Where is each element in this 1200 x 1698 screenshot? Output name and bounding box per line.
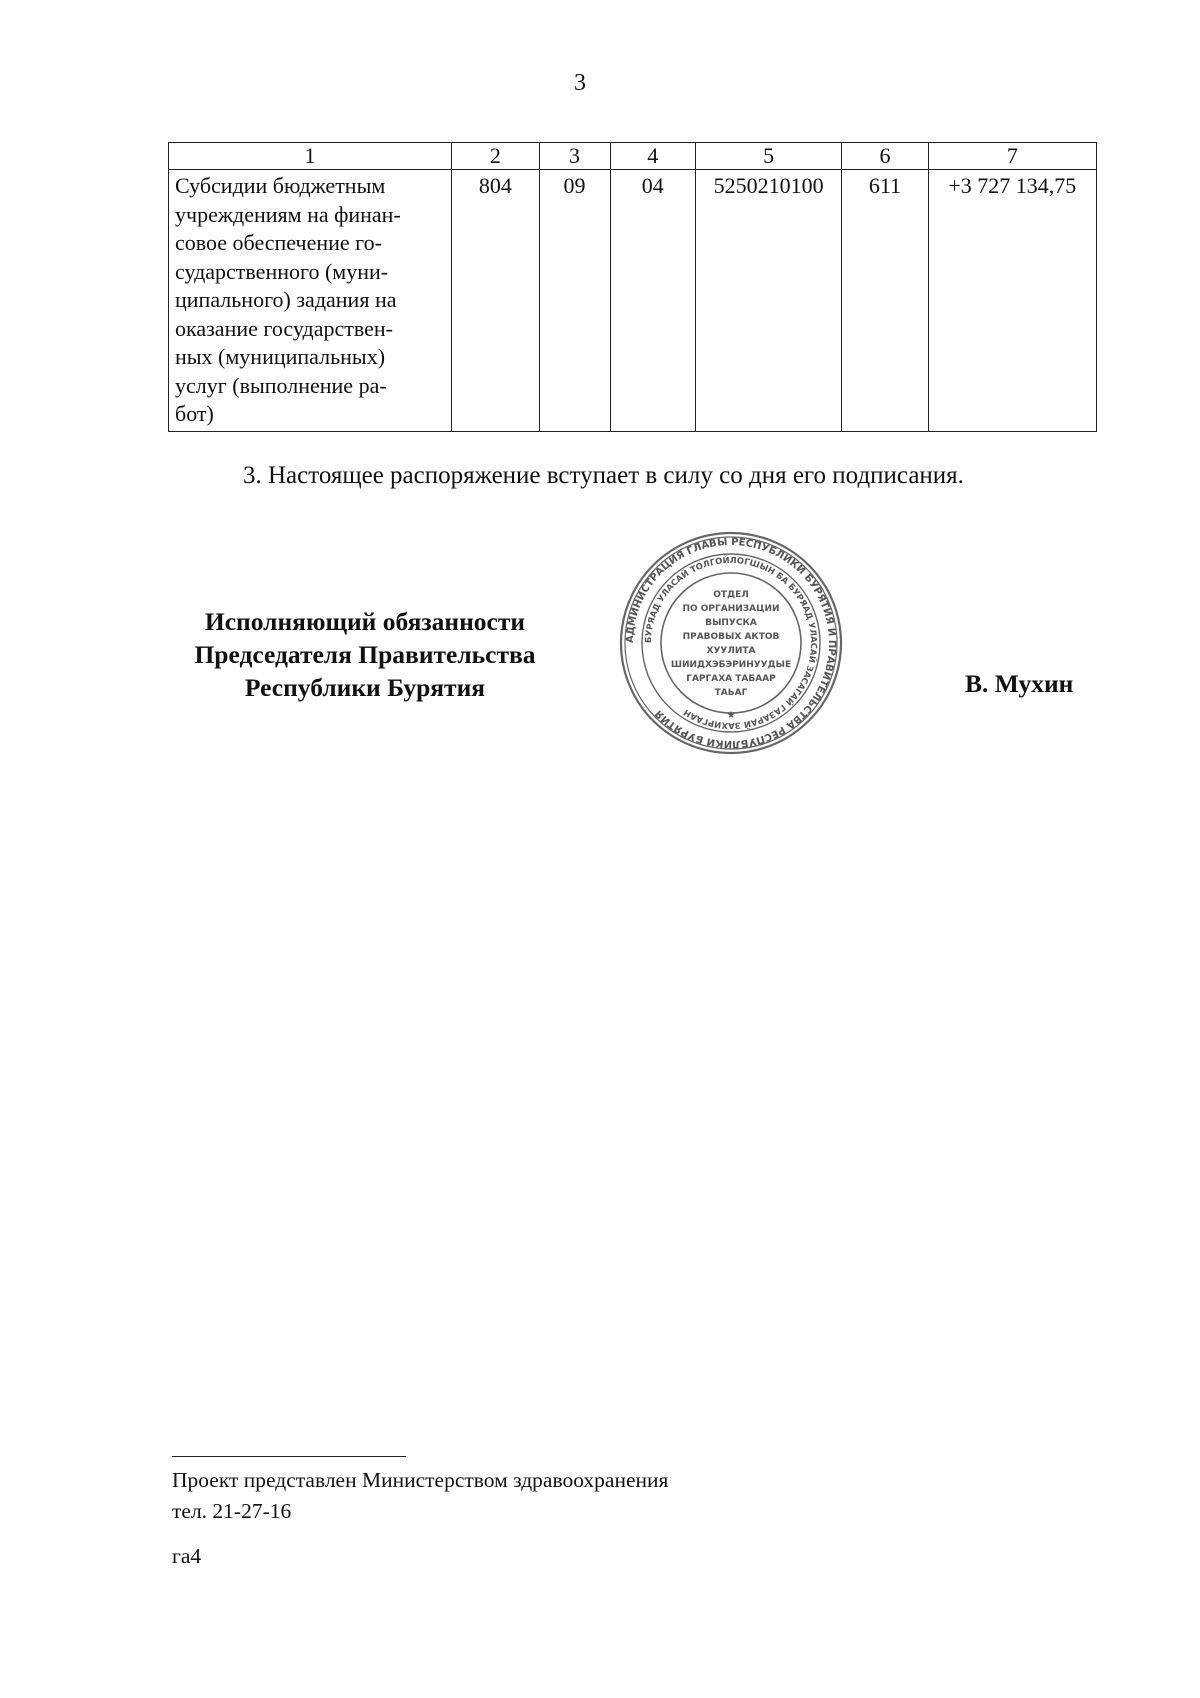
stamp-star-icon: ★ (726, 710, 736, 721)
signer-name: В. Мухин (965, 669, 1074, 698)
column-number: 1 (169, 143, 452, 170)
footnote-line: тел. 21-27-16 (172, 1499, 292, 1523)
description-line: ципального) задания на (175, 287, 397, 312)
page-number: 3 (574, 70, 586, 96)
subsection-code-cell: 04 (610, 170, 695, 432)
stamp-center-line: ВЫПУСКА (705, 618, 757, 628)
column-number: 4 (610, 143, 695, 170)
stamp-center-line: ТАЬАГ (714, 688, 748, 698)
footnote (172, 1465, 668, 1527)
column-number: 7 (928, 143, 1096, 170)
signer-title-line: Республики Бурятия (244, 673, 486, 702)
description-line: учреждениям на финан- (175, 201, 401, 227)
description-line: услуг (выполнение ра- (175, 372, 387, 398)
footnote-divider (172, 1456, 406, 1457)
description-line: оказание государствен- (175, 315, 393, 341)
row-description (169, 170, 452, 432)
stamp-inner-ring-text: БУРЯАД УЛАСАЙ ТОЛГОЙЛОГШЫН БА БУРЯАД УЛАСАЙ ЗАСАГАЙ ГАЗАРАЙ ЗАХИРГААН (642, 554, 820, 732)
column-number: 2 (452, 143, 539, 170)
stamp-center-line: ГАРГАХА ТАБААР (686, 674, 776, 684)
table-header-row (169, 143, 1097, 170)
stamp-center-line: ШИИДХЭБЭРИНУУДЫЕ (670, 660, 792, 670)
stamp-center-line: ПО ОРГАНИЗАЦИИ (682, 604, 780, 614)
document-code: га4 (172, 1544, 202, 1568)
column-number: 6 (842, 143, 928, 170)
expense-type-cell: 611 (842, 170, 928, 432)
stamp-outer-text: АДМИНИСТРАЦИЯ ГЛАВЫ РЕСПУБЛИКИ БУРЯТИЯ И ПРАВИТЕЛЬСТВА РЕСПУБЛИКИ БУРЯТИЯ (624, 536, 838, 750)
column-number: 3 (539, 143, 610, 170)
description-line: ных (муниципальных) (175, 344, 386, 369)
signer-title (150, 605, 580, 704)
column-number: 5 (695, 143, 841, 170)
signer-title-line: Исполняющий обязанности (204, 607, 526, 636)
target-article-cell: 5250210100 (695, 170, 841, 432)
stamp-center-text (671, 590, 791, 698)
stamp-center-line: ПРАВОВЫХ АКТОВ (682, 632, 780, 642)
footnote-line: Проект представлен Министерством здравоохранения (172, 1468, 669, 1492)
section-code-cell: 09 (539, 170, 610, 432)
table-row (169, 170, 1097, 432)
description-line: совое обеспечение го- (175, 230, 382, 255)
description-line: бот) (175, 401, 214, 426)
official-stamp (618, 530, 844, 756)
paragraph-3: 3. Настоящее распоряжение вступает в силу со дня его подписания. (243, 462, 964, 489)
stamp-center-line: ХУУЛИТА (706, 646, 756, 656)
description-line: Субсидии бюджетным (175, 173, 386, 198)
stamp-center-line: ОТДЕЛ (713, 590, 749, 600)
description-line: сударственного (муни- (175, 258, 389, 284)
amount-cell: +3 727 134,75 (928, 170, 1096, 432)
signer-title-line: Председателя Правительства (194, 640, 536, 669)
budget-table (168, 142, 1097, 432)
ministry-code-cell: 804 (452, 170, 539, 432)
